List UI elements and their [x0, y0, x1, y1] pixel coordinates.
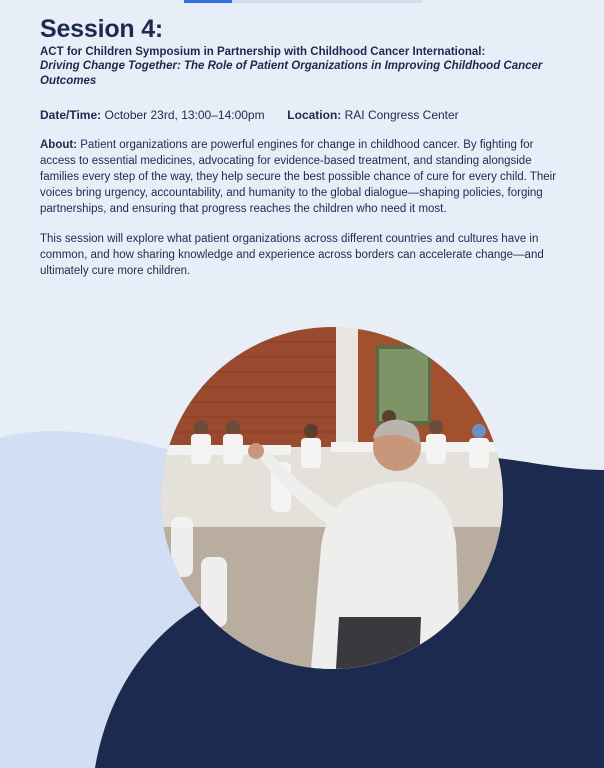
session-italic-title: Driving Change Together: The Role of Patient Organizations in Improving Childhood Cancer Outcomes — [40, 60, 543, 87]
session-heading: Session 4: — [40, 15, 164, 43]
about-label: About: — [40, 139, 78, 151]
location-value: RAI Congress Center — [344, 108, 459, 122]
session-content — [40, 14, 570, 279]
session-subtitle: ACT for Children Symposium in Partnership with Childhood Cancer International: — [40, 46, 486, 58]
about-paragraph — [40, 137, 570, 217]
session-meta — [40, 107, 570, 123]
presentation-photo — [161, 327, 503, 669]
datetime-value: October 23rd, 13:00–14:00pm — [104, 108, 265, 122]
session-description: This session will explore what patient organizations across different countries and cultures have in common, and how sharing knowledge and experience across borders can accelerate change—and ultimately cure more children. — [40, 233, 544, 277]
location-label: Location: — [287, 108, 342, 122]
datetime-label: Date/Time: — [40, 108, 102, 122]
about-text: Patient organizations are powerful engines for change in childhood cancer. By fighting for access to essential medicines, advocating for evidence-based treatment, and standing alongside families every step of the way, they help secure the best possible chance of cure for every child. Their voices bring urgency, accountability, and humanity to the global dialogue—shaping policies, forging partnerships, and ensuring that progress reaches the children who need it most. — [40, 139, 557, 215]
